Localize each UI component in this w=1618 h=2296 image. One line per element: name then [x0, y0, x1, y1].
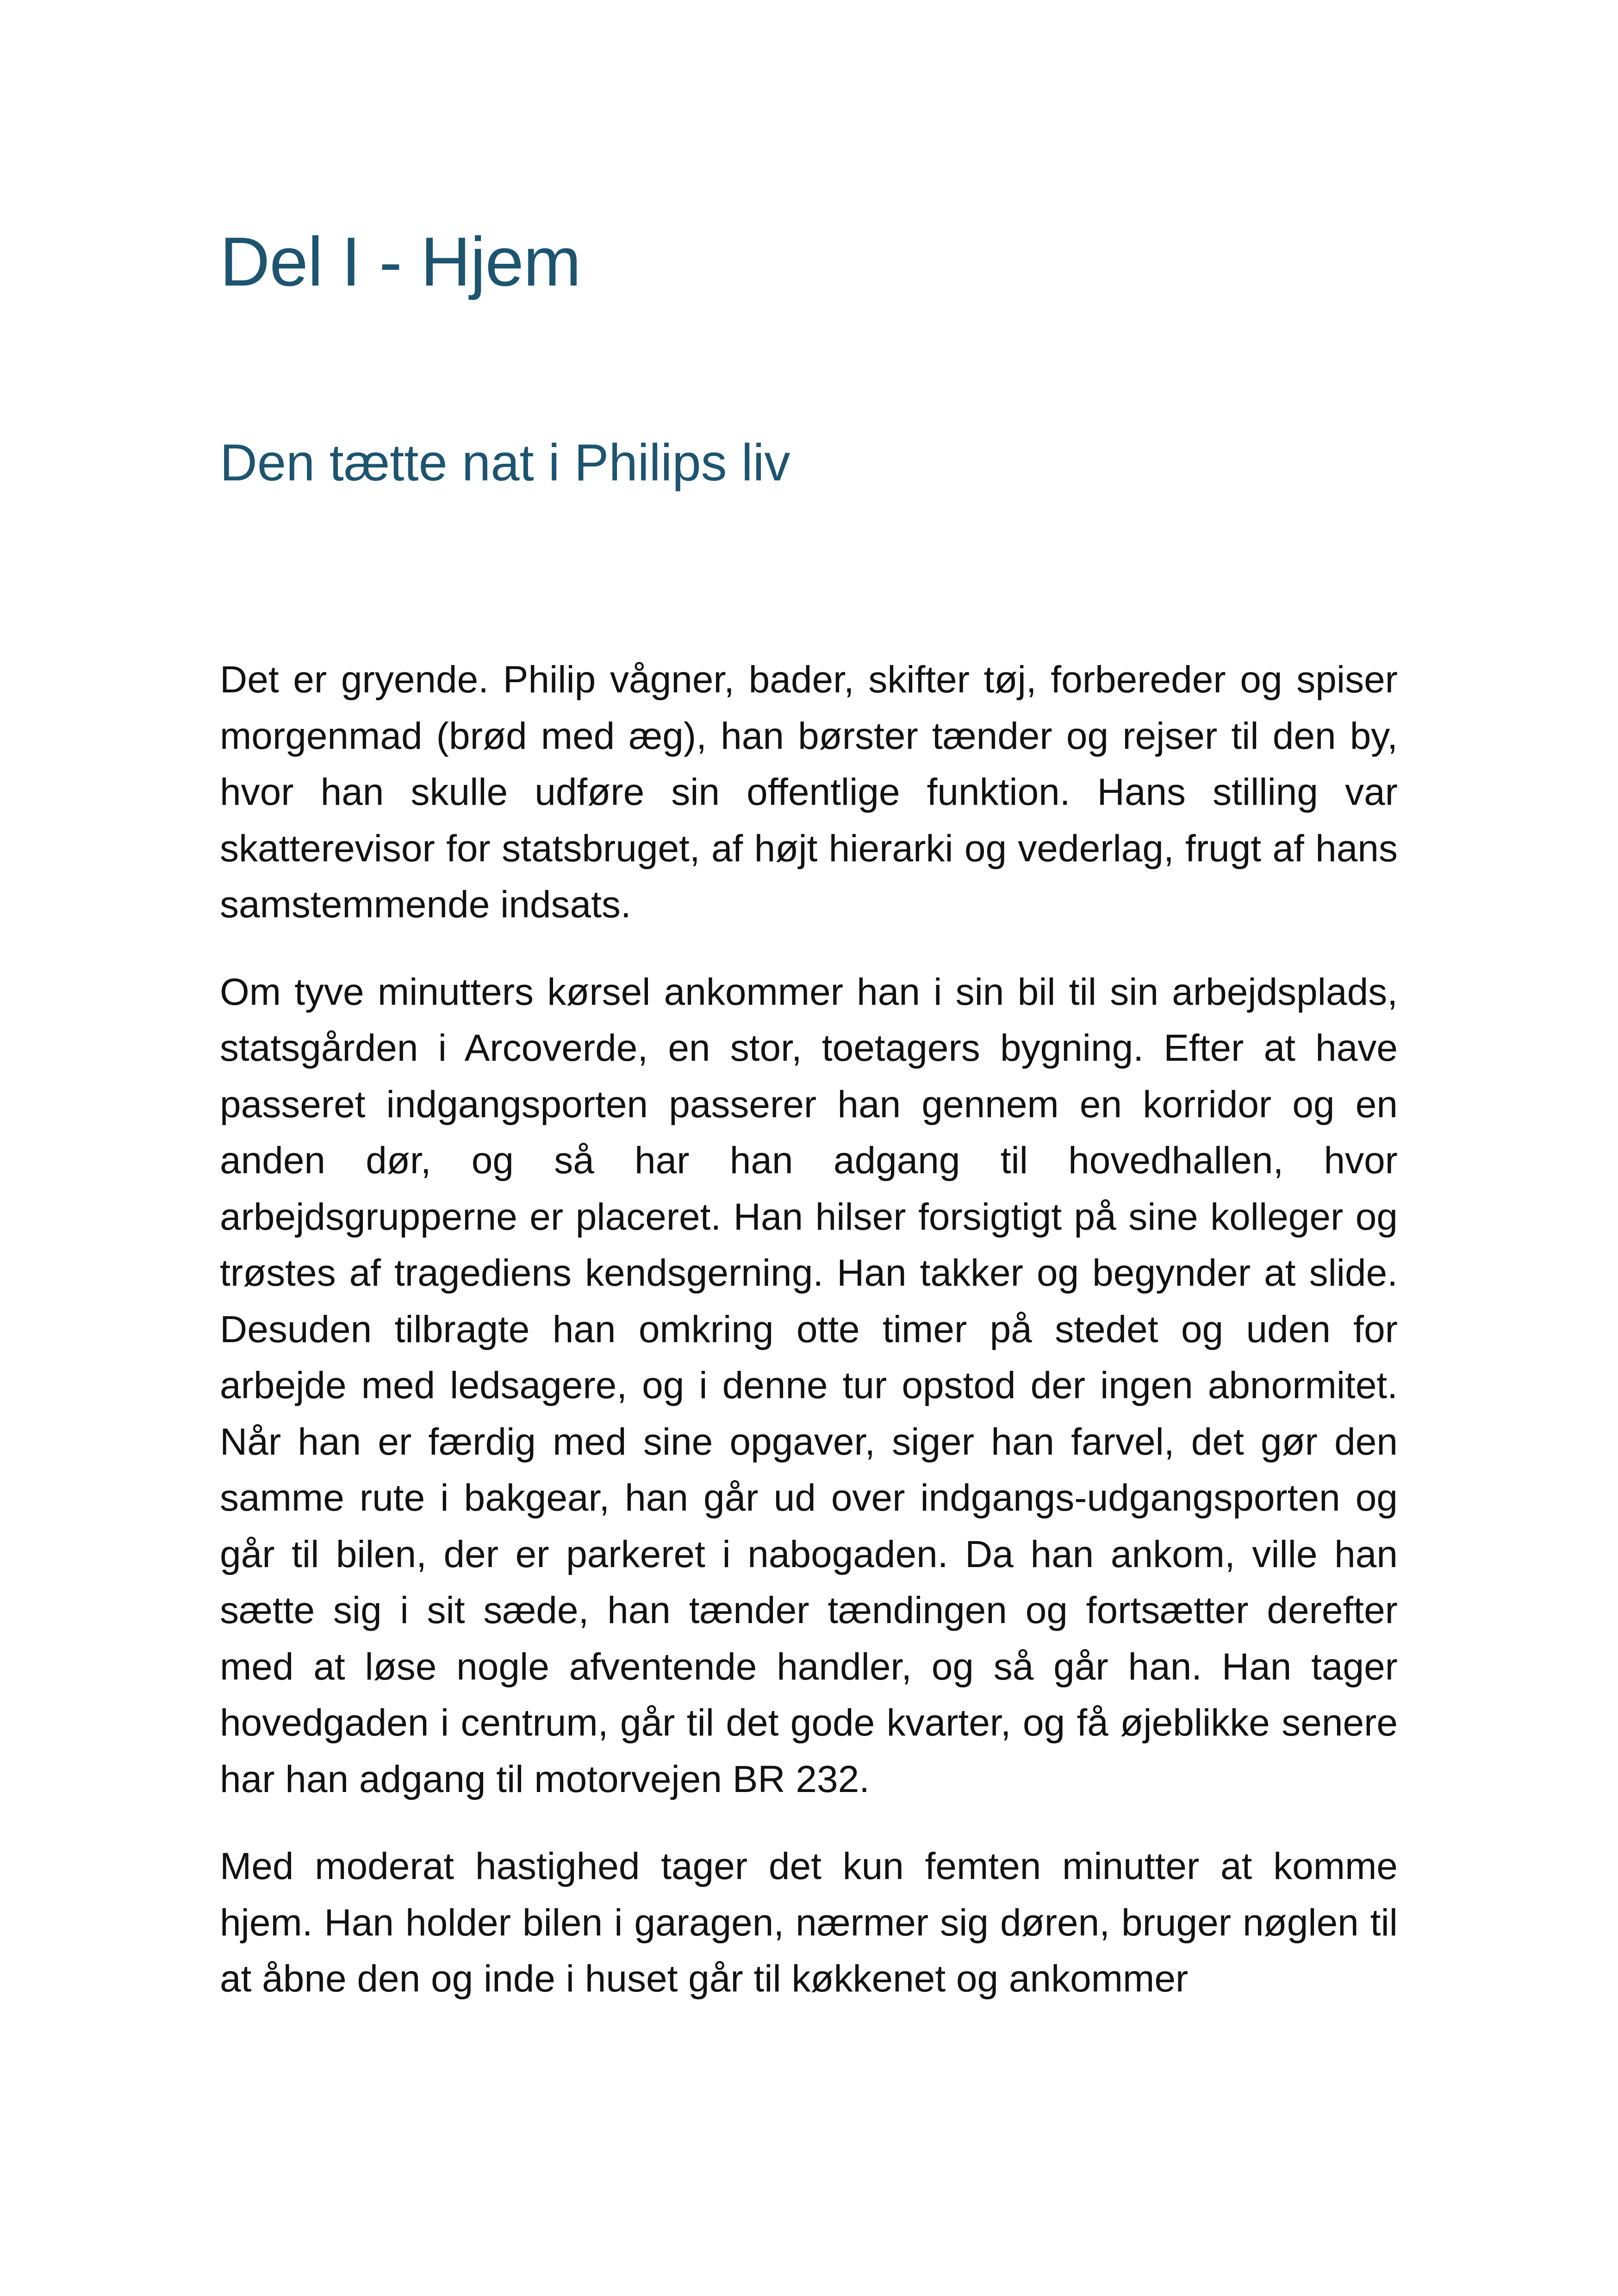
chapter-body	[220, 652, 1398, 2038]
paragraph: Det er gryende. Philip vågner, bader, skifter tøj, forbereder og spiser morgenmad (brød med æg), han børster tænder og rejser til den by, hvor han skulle udføre sin offentlige funktion. Hans stilling var skatterevisor for statsbruget, af højt hierarki og vederlag, frugt af hans samstemmende indsats.	[220, 659, 1398, 926]
paragraph: Om tyve minutters kørsel ankommer han i sin bil til sin arbejdsplads, statsgården i Arcoverde, en stor, toetagers bygning. Efter at have passeret indgangsporten passerer han gennem en korridor og en anden dør, og så har han adgang til hovedhallen, hvor arbejdsgrupperne er placeret. Han hilser forsigtigt på sine kolleger og trøstes af tragediens kendsgerning. Han takker og begynder at slide. Desuden tilbragte han omkring otte timer på stedet og uden for arbejde med ledsagere, og i denne tur opstod der ingen abnormitet. Når han er færdig med sine opgaver, siger han farvel, det gør den samme rute i bakgear, han går ud over indgangs-udgangsporten og går til bilen, der er parkeret i nabogaden. Da han ankom, ville han sætte sig i sit sæde, han tænder tændingen og fortsætter derefter med at løse nogle afventende handler, og så går han. Han tager hovedgaden i centrum, går til det gode kvarter, og få øjeblikke senere har han adgang til motorvejen BR 232.	[220, 971, 1398, 1800]
paragraph: Med moderat hastighed tager det kun femten minutter at komme hjem. Han holder bilen i garagen, nærmer sig døren, bruger nøglen til at åbne den og inde i huset går til køkkenet og ankommer	[220, 1845, 1398, 2000]
part-title: Del I - Hjem	[220, 223, 581, 300]
chapter-title: Den tætte nat i Philips liv	[220, 434, 790, 492]
